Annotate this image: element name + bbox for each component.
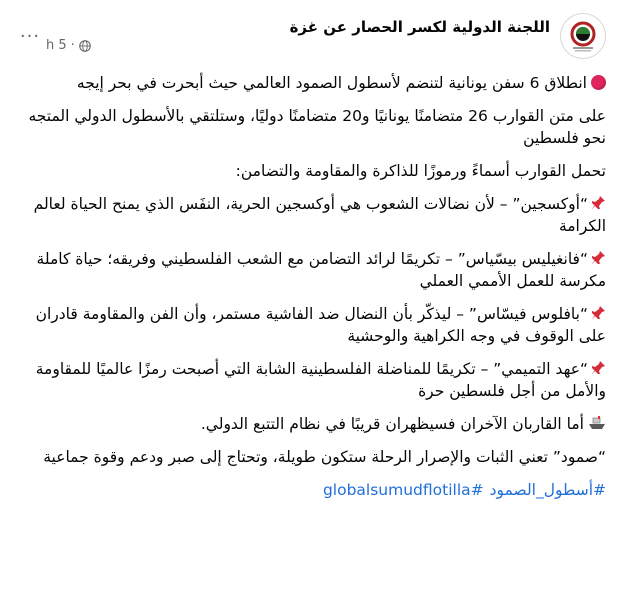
page-avatar[interactable] xyxy=(560,13,606,59)
post-meta xyxy=(46,17,550,55)
post-paragraph: “صمود” تعني الثبات والإصرار الرحلة ستكون طويلة، وتحتاج إلى صبر ودعم وقوة جماعية xyxy=(43,448,606,466)
pushpin-icon xyxy=(590,250,606,266)
page-name-link[interactable]: اللجنة الدولية لكسر الحصار عن غزة xyxy=(289,18,550,36)
post-header xyxy=(0,8,620,64)
red-circle-icon xyxy=(591,75,606,90)
post-paragraph: “أوكسجين” – لأن نضالات الشعوب هي أوكسجين الحرية، النفَس الذي يمنح الحياة لعالم الكرامة xyxy=(33,195,606,235)
meta-separator: · xyxy=(70,38,75,53)
post-paragraph: “عهد التميمي” – تكريمًا للمناضلة الفلسطينية الشابة التي أصبحت رمزًا عالميًا للمقاومة والأمل من أجل فلسطين حرة xyxy=(35,360,606,400)
ship-icon xyxy=(588,415,606,431)
post-paragraph: على متن القوارب 26 متضامنًا يونانيًا و20 متضامنًا دوليًا، وستلتقي بالأسطول الدولي المتجه نحو فلسطين xyxy=(28,107,606,147)
pushpin-icon xyxy=(590,360,606,376)
hashtag-link[interactable]: #globalsumudflotilla xyxy=(322,481,484,499)
post-paragraph: انطلاق 6 سفن يونانية لتنضم لأسطول الصمود العالمي حيث أبحرت في بحر إيجه xyxy=(14,72,606,94)
post-paragraph: “بافلوس فيسّاس” – ليذكّر بأن النضال ضد الفاشية مستمر، وأن الفن والمقاومة قادران على الوقوف في وجه الكراهية والوحشية xyxy=(35,305,606,345)
pushpin-icon xyxy=(590,195,606,211)
more-options-button[interactable]: ··· xyxy=(19,25,41,47)
post-paragraph: تحمل القوارب أسماءً ورموزًا للذاكرة والمقاومة والتضامن: xyxy=(235,162,606,180)
post-paragraph: أما القاربان الآخران فسيظهران قريبًا في نظام التتبع الدولي. xyxy=(14,413,606,435)
committee-logo-icon xyxy=(565,18,601,54)
hashtags-line xyxy=(14,479,606,501)
post-time[interactable]: 5 h xyxy=(46,38,67,53)
post-subline xyxy=(46,37,550,55)
hashtag-link[interactable]: #أسطول_الصمود xyxy=(489,481,606,499)
post-body xyxy=(14,72,606,512)
globe-icon[interactable] xyxy=(79,40,91,52)
post-paragraph: “فانغيليس بيسّياس” – تكريمًا لرائد التضامن مع الشعب الفلسطيني وفريقه؛ حياة كاملة مكرسة للعمل الأممي العملي xyxy=(36,250,606,290)
pushpin-icon xyxy=(590,305,606,321)
